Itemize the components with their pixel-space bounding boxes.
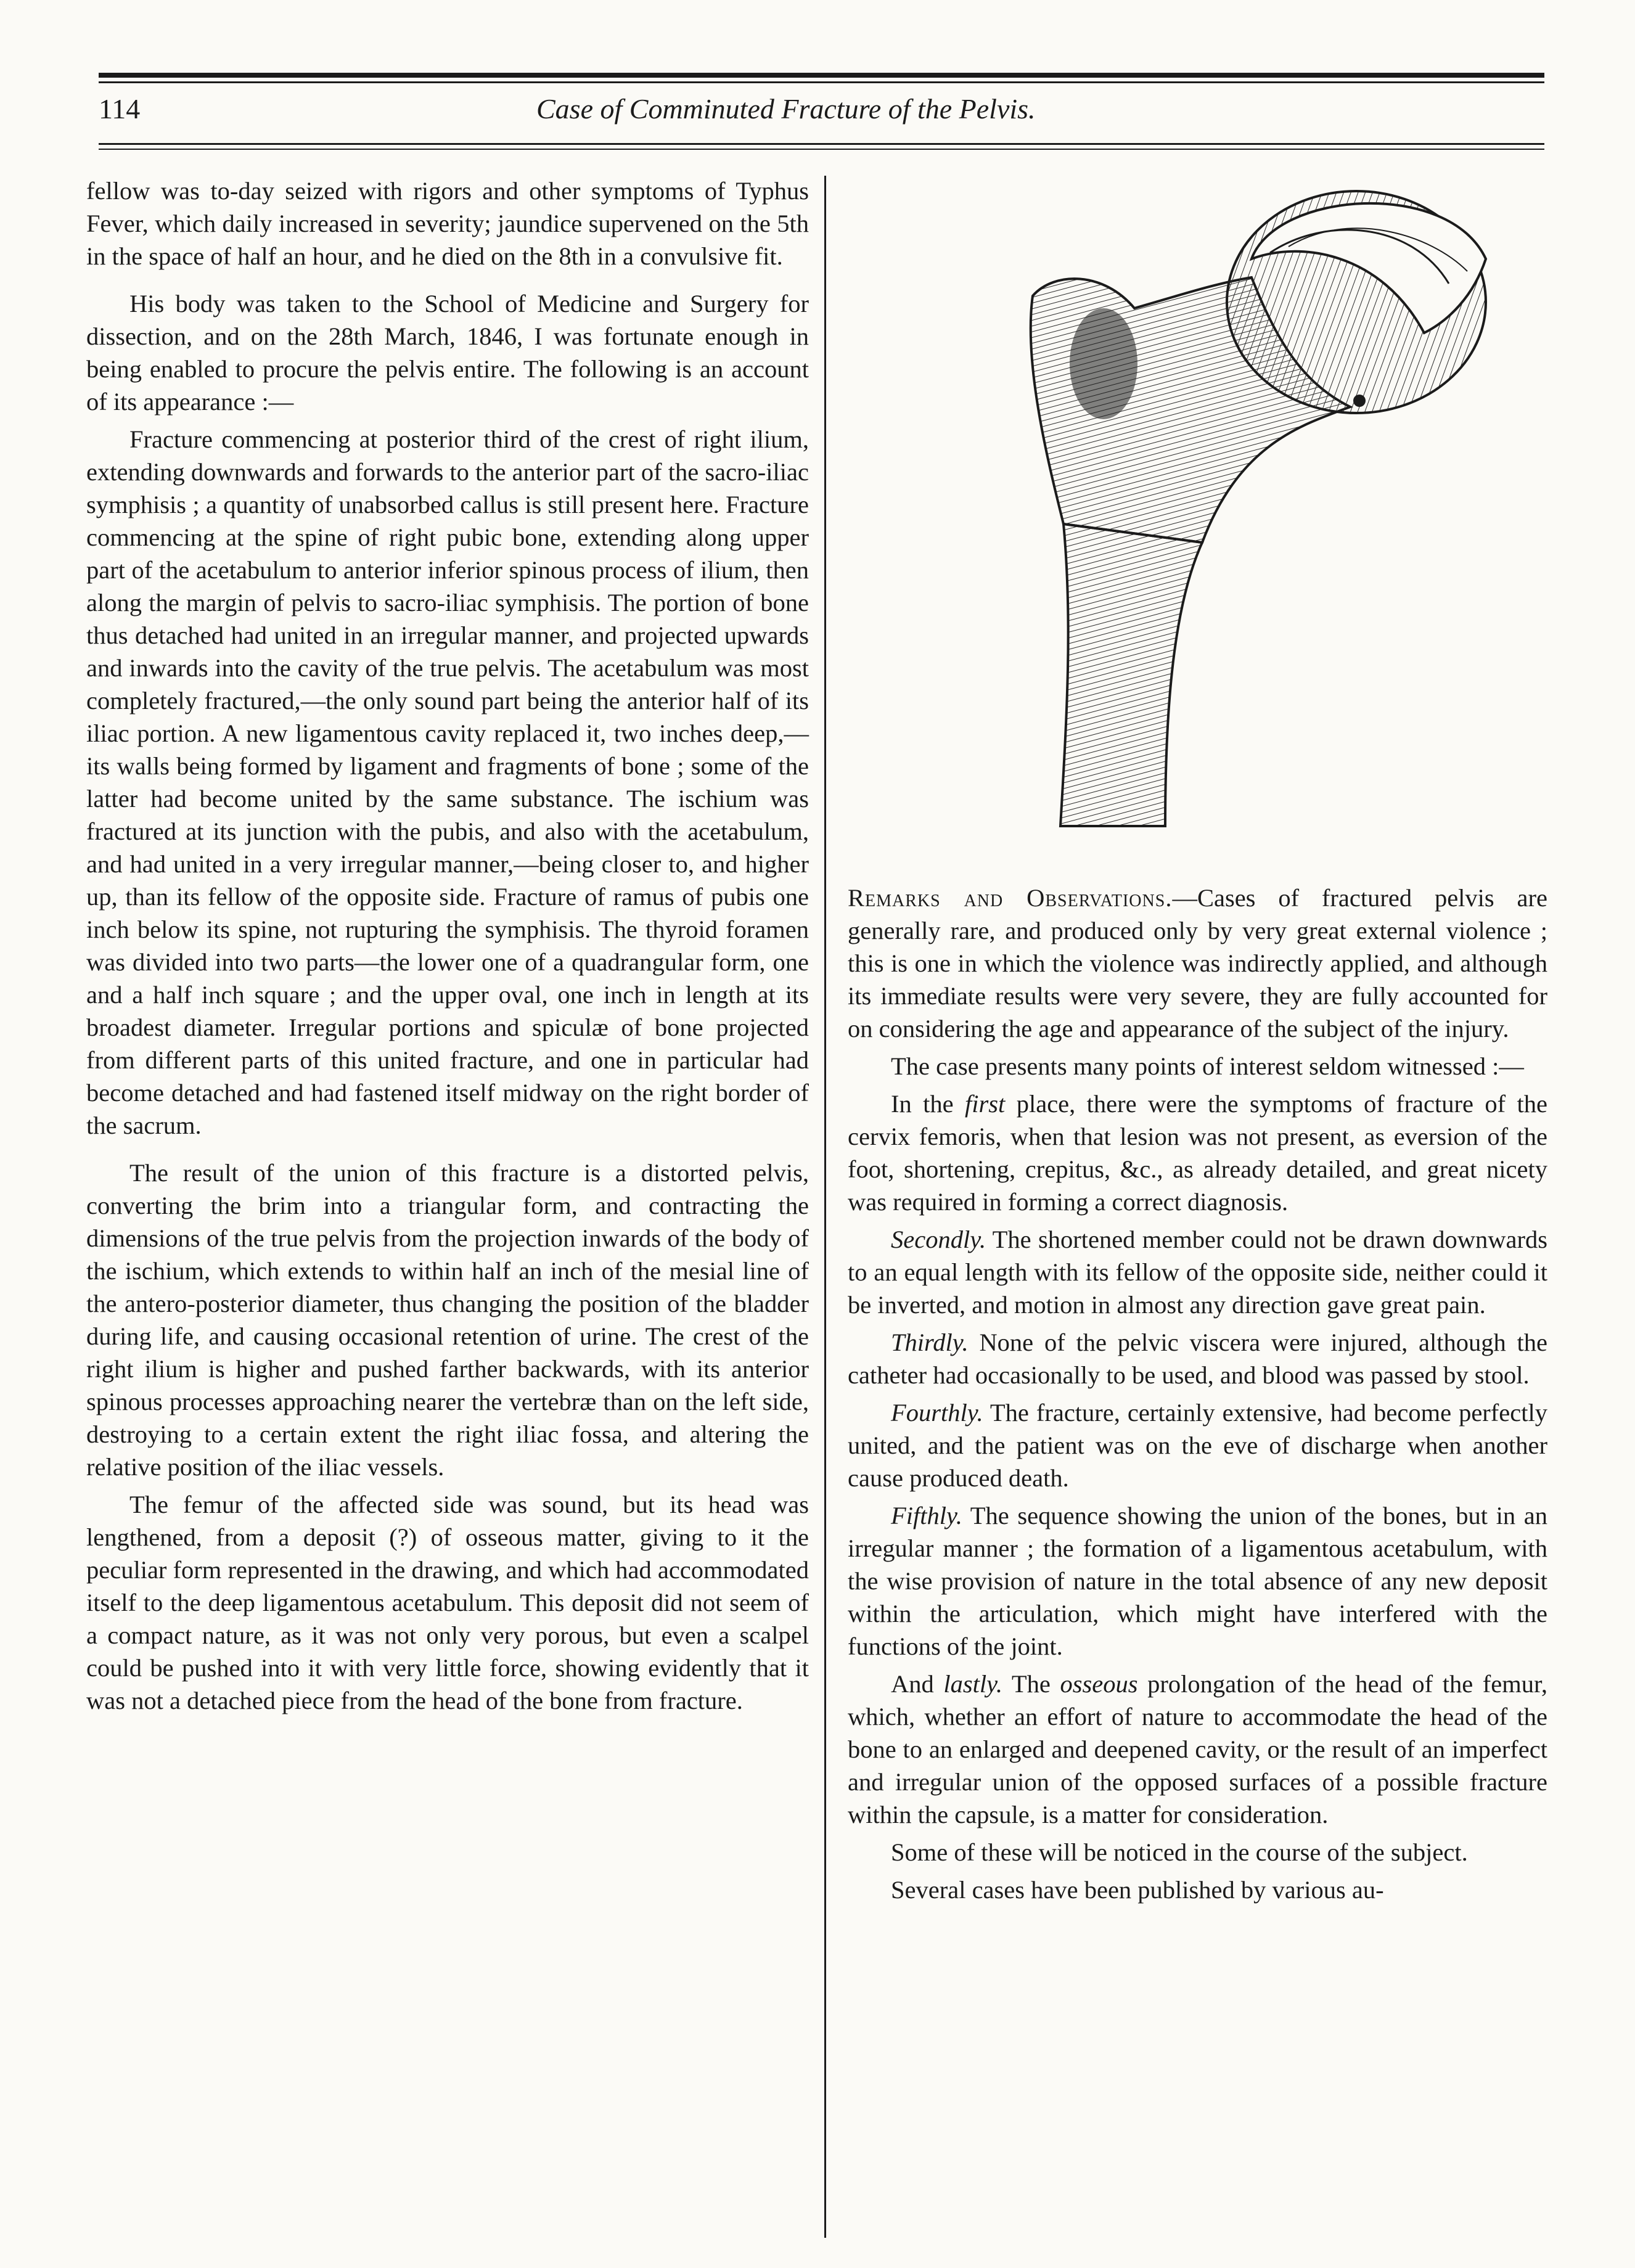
emphasis-thirdly: Thirdly. xyxy=(891,1328,969,1356)
emphasis-lastly: lastly. xyxy=(943,1670,1003,1698)
right-column xyxy=(848,882,1547,1911)
paragraph-some: Some of these will be noticed in the course of the subject. xyxy=(891,1838,1468,1866)
paragraph-fracture-account: Fracture commencing at posterior third of the crest of right ilium, extending downwards and forwards to the anterior part of the sacro-iliac symphisis ; a quantity of unabsorbed callus is still present here. Fracture commencing at the spine of right pubic bone, extending along upper part of the acetabulum to anterior inferior spinous process of ilium, then along the margin of pelvis to sacro-iliac symphisis. The portion of bone thus detached had united in an irregular manner, and projected upwards and inwards into the cavity of the true pelvis. The acetabulum was most completely fractured,—the only sound part being the anterior half of its iliac portion. A new ligamentous cavity replaced it, two inches deep,—its walls being formed by ligament and fragments of bone ; some of the latter had become united by the same substance. The ischium was fractured at its junction with the pubis, and also with the acetabulum, and had united in a very irregular manner,—being closer to, and higher up, than its fellow of the opposite side. Fracture of ramus of pubis one inch below its spine, not rupturing the symphisis. The thyroid foramen was divided into two parts—the lower one of a quadrangular form, one and a half inch square ; and the upper oval, one inch in length at its broadest diameter. Irregular portions and spiculæ of bone projected from different parts of this united fracture, and one in particular had become detached and had fastened itself midway on the right border of the sacrum. xyxy=(86,425,809,1139)
paragraph-lastly: And lastly. The osseous prolongation of the head of the femur, which, whether an effort of nature to accommodate the head of the bone to an enlarged and deepened cavity, or the result of an imperfect and irregular union of the opposed surfaces of a possible fracture within the capsule, is a matter for consideration. xyxy=(848,1670,1548,1828)
paragraph-dissection: His body was taken to the School of Medicine and Surgery for dissection, and on the 28th March, 1846, I was fortunate enough in being enabled to procure the pelvis entire. The following is an account of its appearance :— xyxy=(86,290,809,416)
paragraph-several: Several cases have been published by various au- xyxy=(891,1876,1384,1904)
paragraph-result: The result of the union of this fracture is a distorted pelvis, converting the brim into a triangular form, and contracting the dimensions of the true pelvis from the projection inwards of the body of the ischium, which extends to within half an inch of the mesial line of the antero-posterior diameter, thus changing the position of the bladder during life, and causing occasional retention of urine. The crest of the right ilium is higher and pushed farther backwards, with its anterior spinous processes approaching nearer the vertebræ than on the left side, destroying to a certain extent the right iliac fossa, and altering the relative position of the iliac vessels. xyxy=(86,1159,809,1481)
emphasis-fifthly: Fifthly. xyxy=(891,1502,962,1529)
paragraph-continuation: fellow was to-day seized with rigors and other symptoms of Typhus Fever, which daily increased in severity; jaundice supervened on the 5th in the space of half an hour, and he died on the 8th in a convulsive fit. xyxy=(86,177,809,270)
remarks-text: —Cases of fractured pelvis are generally rare, and produced only by very great external violence ; this is one in which the violence was indirectly applied, and although its immediate results were very severe, they are fully accounted for on considering the age and appearance of the subject of the injury. xyxy=(848,884,1547,1042)
femur-illustration xyxy=(980,179,1535,845)
paragraph-femur: The femur of the affected side was sound, but its head was lengthened, from a deposit (?) of osseous matter, giving to it the peculiar form represented in the drawing, and which had accommodated itself to the deep ligamentous acetabulum. This deposit did not seem of a compact nature, as it was not only very porous, but even a scalpel could be pushed into it with very little force, showing evidently that it was not a detached piece from the head of the bone from fracture. xyxy=(86,1491,809,1714)
header-rule xyxy=(99,143,1544,145)
paragraph-points-of-interest: The case presents many points of interest seldom witnessed :— xyxy=(891,1052,1524,1080)
header-rule-second xyxy=(99,149,1544,150)
emphasis-osseous: osseous xyxy=(1060,1670,1138,1698)
emphasis-secondly: Secondly. xyxy=(891,1226,986,1253)
paragraph-thirdly: Thirdly. None of the pelvic viscera were injured, although the catheter had occasionally to be used, and blood was passed by stool. xyxy=(848,1328,1547,1389)
top-rule-thick xyxy=(99,73,1544,78)
running-title: Case of Comminuted Fracture of the Pelvis. xyxy=(536,93,1036,125)
paragraph-fifthly: Fifthly. The sequence showing the union of the bones, but in an irregular manner ; the formation of a ligamentous acetabulum, with the wise provision of nature in the total absence of any new deposit within the articulation, which might have interfered with the functions of the joint. xyxy=(848,1502,1547,1660)
paragraph-remarks xyxy=(848,882,1547,1045)
page-number: 114 xyxy=(99,93,141,125)
paragraph-fourthly: Fourthly. The fracture, certainly extensive, had become perfectly united, and the patient was on the eve of discharge when another cause produced death. xyxy=(848,1399,1547,1492)
left-column xyxy=(86,174,809,1722)
emphasis-first: first xyxy=(965,1090,1006,1118)
paragraph-secondly: Secondly. The shortened member could not be drawn downwards to an equal length with its fellow of the opposite side, neither could it be inverted, and motion in almost any direction gave great pain. xyxy=(848,1226,1547,1319)
page-header xyxy=(99,92,1544,136)
emphasis-fourthly: Fourthly. xyxy=(891,1399,983,1427)
paragraph-first: In the first place, there were the symptoms of fracture of the cervix femoris, when that lesion was not present, as eversion of the foot, shortening, crepitus, &c., as already detailed, and great nicety was required in forming a correct diagnosis. xyxy=(848,1090,1547,1216)
top-rule-thin xyxy=(99,81,1544,83)
column-divider xyxy=(824,176,826,2238)
remarks-heading: Remarks and Observations. xyxy=(848,884,1173,912)
